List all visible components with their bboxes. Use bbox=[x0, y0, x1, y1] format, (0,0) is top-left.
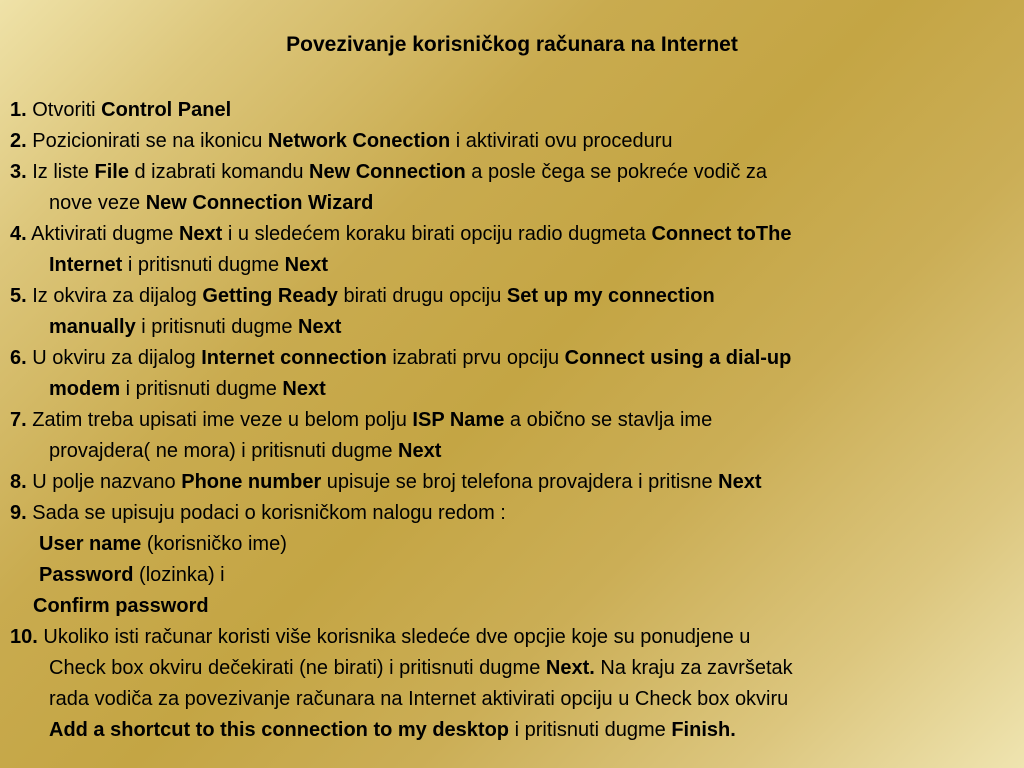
bold-term: modem bbox=[49, 378, 121, 400]
step-text: i aktivirati ovu proceduru bbox=[450, 130, 673, 152]
bold-term: Internet bbox=[49, 254, 123, 276]
bold-term: New Connection bbox=[309, 161, 466, 183]
step-text: d izabrati komandu bbox=[128, 161, 310, 183]
step-number: 6. bbox=[10, 347, 27, 369]
bold-term: Next bbox=[178, 223, 223, 245]
step-number: 10. bbox=[10, 626, 38, 648]
step-text: Pozicionirati se na ikonicu bbox=[26, 130, 268, 152]
step-text: upisuje se broj telefona provajdera i pritisne bbox=[321, 471, 719, 493]
step-1-line bbox=[10, 95, 1018, 126]
bold-term: Next. bbox=[545, 657, 595, 679]
step-3-line bbox=[10, 188, 1018, 219]
step-text: Check box okviru dečekirati (ne birati) i pritisnuti dugme bbox=[49, 657, 546, 679]
step-text: birati drugu opciju bbox=[337, 285, 507, 307]
step-text: U okviru za dijalog bbox=[26, 347, 202, 369]
bold-term: Next bbox=[718, 471, 762, 493]
step-8-line bbox=[10, 467, 1018, 498]
step-number: 7. bbox=[10, 409, 27, 431]
step-text: a posle čega se pokreće vodič za bbox=[465, 161, 768, 183]
sub-item bbox=[10, 591, 1018, 622]
step-10-line bbox=[10, 653, 1018, 684]
step-6-line bbox=[10, 374, 1018, 405]
bold-term: Add a shortcut to this connection to my desktop bbox=[49, 719, 510, 741]
slide-title: Povezivanje korisničkog računara na Internet bbox=[286, 33, 738, 56]
step-5-line bbox=[10, 281, 1018, 312]
bold-term: Getting Ready bbox=[202, 285, 338, 307]
step-10-line bbox=[10, 622, 1018, 653]
step-text: Aktivirati dugme bbox=[26, 223, 179, 245]
bold-term: Next bbox=[284, 254, 328, 276]
step-6-line bbox=[10, 343, 1018, 374]
bold-term: Password bbox=[39, 564, 134, 586]
step-list bbox=[10, 95, 1018, 746]
step-number: 4. bbox=[10, 223, 27, 245]
bold-term: Connect toThe bbox=[651, 223, 792, 245]
step-text: nove veze bbox=[49, 192, 146, 214]
step-text: (korisničko ime) bbox=[141, 533, 287, 555]
step-text: Na kraju za završetak bbox=[594, 657, 793, 679]
bold-term: Next bbox=[298, 316, 342, 338]
step-2-line bbox=[10, 126, 1018, 157]
step-text: Zatim treba upisati ime veze u belom polju bbox=[26, 409, 413, 431]
bold-term: Set up my connection bbox=[506, 285, 715, 307]
bold-term: Network Conection bbox=[267, 130, 451, 152]
step-text: Iz liste bbox=[26, 161, 95, 183]
step-number: 9. bbox=[10, 502, 27, 524]
step-4-line bbox=[10, 219, 1018, 250]
step-text: a obično se stavlja ime bbox=[504, 409, 713, 431]
bold-term: Internet connection bbox=[201, 347, 387, 369]
step-text: rada vodiča za povezivanje računara na Internet aktivirati opciju u Check box okviru bbox=[49, 688, 789, 710]
step-text: izabrati prvu opciju bbox=[386, 347, 565, 369]
bold-term: User name bbox=[39, 533, 142, 555]
step-3-line bbox=[10, 157, 1018, 188]
step-text: Sada se upisuju podaci o korisničkom nalogu redom : bbox=[26, 502, 506, 524]
step-number: 3. bbox=[10, 161, 27, 183]
step-text: U polje nazvano bbox=[26, 471, 182, 493]
step-text: provajdera( ne mora) i pritisnuti dugme bbox=[49, 440, 399, 462]
sub-item bbox=[10, 560, 1018, 591]
step-7-line bbox=[10, 405, 1018, 436]
step-text: Ukoliko isti računar koristi više korisnika sledeće dve opcjie koje su ponudjene u bbox=[37, 626, 751, 648]
bold-term: Connect using a dial-up bbox=[564, 347, 792, 369]
step-4-line bbox=[10, 250, 1018, 281]
step-10-line bbox=[10, 715, 1018, 746]
bold-term: ISP Name bbox=[412, 409, 505, 431]
step-10-line bbox=[10, 684, 1018, 715]
step-5-line bbox=[10, 312, 1018, 343]
bold-term: File bbox=[94, 161, 129, 183]
bold-term: Phone number bbox=[181, 471, 322, 493]
step-text: i pritisnuti dugme bbox=[122, 254, 285, 276]
bold-term: Next bbox=[398, 440, 442, 462]
bold-term: Control Panel bbox=[101, 99, 232, 121]
step-9-line bbox=[10, 498, 1018, 529]
bold-term: manually bbox=[49, 316, 136, 338]
step-text: i pritisnuti dugme bbox=[120, 378, 283, 400]
step-text: i pritisnuti dugme bbox=[509, 719, 672, 741]
bold-term: Next bbox=[282, 378, 326, 400]
step-number: 1. bbox=[10, 99, 27, 121]
bold-term: New Connection Wizard bbox=[145, 192, 374, 214]
step-text: (lozinka) i bbox=[133, 564, 225, 586]
step-7-line bbox=[10, 436, 1018, 467]
step-number: 2. bbox=[10, 130, 27, 152]
step-text: i pritisnuti dugme bbox=[135, 316, 298, 338]
step-number: 5. bbox=[10, 285, 27, 307]
step-number: 8. bbox=[10, 471, 27, 493]
step-text: i u sledećem koraku birati opciju radio dugmeta bbox=[222, 223, 652, 245]
bold-term: Finish. bbox=[671, 719, 736, 741]
bold-term: Confirm password bbox=[33, 595, 209, 617]
step-text: Iz okvira za dijalog bbox=[26, 285, 203, 307]
sub-item bbox=[10, 529, 1018, 560]
step-text: Otvoriti bbox=[26, 99, 102, 121]
